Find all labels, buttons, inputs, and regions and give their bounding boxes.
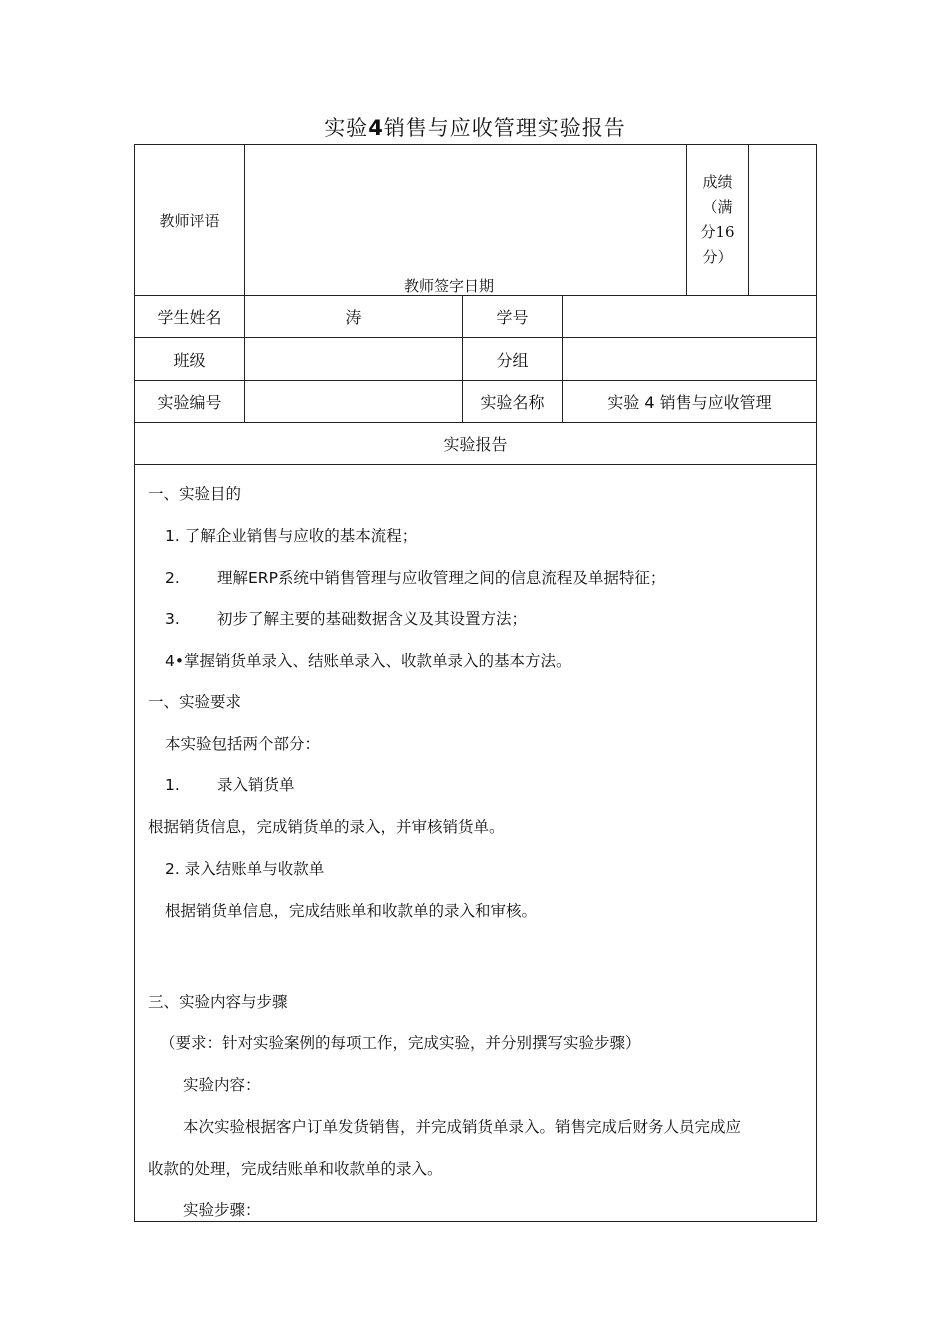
section1-item1: 1. 了解企业销售与应收的基本流程； bbox=[165, 527, 418, 545]
section1-item2: 2. 理解ERP系统中销售管理与应收管理之间的信息流程及单据特征； bbox=[165, 569, 666, 587]
student-name-value: 涛 bbox=[345, 308, 362, 327]
teacher-sign-date: 教师签字日期 bbox=[404, 277, 495, 295]
section2-item1: 1. 录入销货单 bbox=[165, 776, 295, 794]
section1-item3: 3. 初步了解主要的基础数据含义及其设置方法； bbox=[165, 610, 528, 628]
table-border-bottom bbox=[134, 1221, 817, 1222]
exp-no-label: 实验编号 bbox=[157, 393, 222, 412]
section3-note: （要求：针对实验案例的每项工作，完成实验，并分别撰写实验步骤） bbox=[160, 1034, 641, 1052]
exp-name-value: 实验 4 销售与应收管理 bbox=[607, 393, 772, 412]
exp-no-value bbox=[245, 381, 462, 422]
section3-heading: 三、实验内容与步骤 bbox=[148, 993, 288, 1011]
section3-steps-label: 实验步骤： bbox=[183, 1201, 261, 1219]
section2-item2: 2. 录入结账单与收款单 bbox=[165, 860, 325, 878]
section2-heading: 一、实验要求 bbox=[148, 693, 242, 711]
section3-content-line1: 本次实验根据客户订单发货销售，并完成销货单录入。销售完成后财务人员完成应 bbox=[183, 1118, 742, 1136]
group-value bbox=[563, 338, 816, 380]
section2-intro: 本实验包括两个部分： bbox=[165, 735, 321, 753]
table-border-right bbox=[816, 144, 817, 1222]
section2-item2-desc: 根据销货单信息，完成结账单和收款单的录入和审核。 bbox=[165, 902, 538, 920]
exp-name-label: 实验名称 bbox=[480, 393, 545, 412]
table-border-row5 bbox=[134, 464, 817, 465]
section3-content-label: 实验内容： bbox=[183, 1076, 261, 1094]
section1-item4: 4•掌握销货单录入、结账单录入、收款单录入的基本方法。 bbox=[165, 652, 572, 670]
group-label: 分组 bbox=[496, 350, 529, 370]
student-id-value bbox=[563, 296, 816, 337]
teacher-comment-label: 教师评语 bbox=[159, 211, 220, 230]
student-name-label: 学生姓名 bbox=[157, 308, 222, 327]
document-title: 实验4销售与应收管理实验报告 bbox=[324, 116, 626, 140]
class-value bbox=[245, 338, 462, 380]
student-id-label: 学号 bbox=[496, 308, 529, 327]
section1-heading: 一、实验目的 bbox=[148, 485, 242, 503]
report-label: 实验报告 bbox=[443, 435, 508, 454]
class-label: 班级 bbox=[173, 350, 206, 370]
section2-item1-desc: 根据销货信息，完成销货单的录入，并审核销货单。 bbox=[148, 818, 505, 836]
col-divider-grade-right bbox=[748, 144, 749, 295]
grade-label: 成绩 （满 分16 分） bbox=[700, 173, 735, 266]
section3-content-line2: 收款的处理，完成结账单和收款单的录入。 bbox=[148, 1160, 443, 1178]
